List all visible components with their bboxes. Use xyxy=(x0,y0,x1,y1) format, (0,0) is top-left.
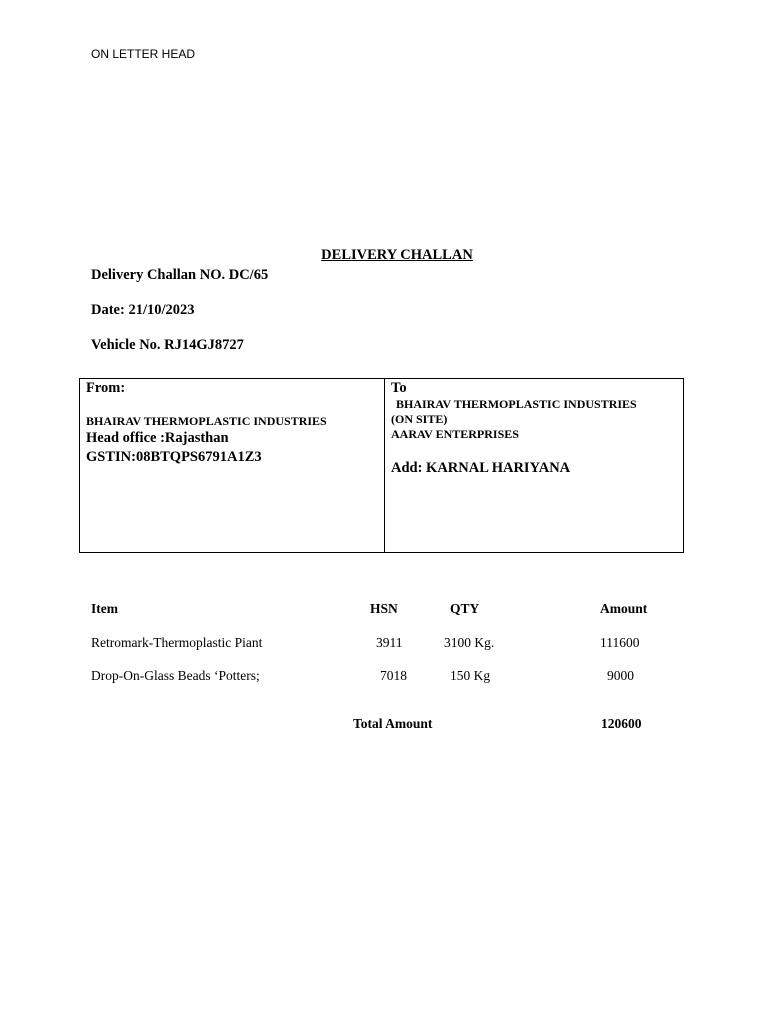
col-header-qty: QTY xyxy=(450,601,480,616)
to-consignee: AARAV ENTERPRISES xyxy=(391,427,519,441)
col-header-hsn: HSN xyxy=(370,601,398,616)
to-company: BHAIRAV THERMOPLASTIC INDUSTRIES xyxy=(396,397,637,411)
col-header-amount: Amount xyxy=(600,601,648,616)
row-2-amount: 9000 xyxy=(607,668,634,683)
total-label: Total Amount xyxy=(353,716,433,731)
row-2-item: Drop-On-Glass Beads ‘Potters; xyxy=(91,668,260,683)
challan-date: Date: 21/10/2023 xyxy=(91,302,195,318)
total-value: 120600 xyxy=(601,716,642,731)
row-2-hsn: 7018 xyxy=(380,668,407,683)
vehicle-number: Vehicle No. RJ14GJ8727 xyxy=(91,337,244,353)
row-1-item: Retromark-Thermoplastic Piant xyxy=(91,635,263,650)
row-1-qty: 3100 Kg. xyxy=(444,635,495,650)
to-address: Add: KARNAL HARIYANA xyxy=(391,460,571,476)
col-header-item: Item xyxy=(91,601,118,616)
from-heading: From: xyxy=(86,380,126,396)
letterhead-note: ON LETTER HEAD xyxy=(91,47,196,61)
from-head-office: Head office :Rajasthan xyxy=(86,430,229,446)
challan-number: Delivery Challan NO. DC/65 xyxy=(91,267,269,283)
row-1-amount: 111600 xyxy=(600,635,640,650)
row-1-hsn: 3911 xyxy=(376,635,403,650)
from-gstin: GSTIN:08BTQPS6791A1Z3 xyxy=(86,449,262,465)
document-title: DELIVERY CHALLAN xyxy=(321,247,473,263)
to-site: (ON SITE) xyxy=(391,412,448,426)
from-company: BHAIRAV THERMOPLASTIC INDUSTRIES xyxy=(86,414,327,428)
row-2-qty: 150 Kg xyxy=(450,668,491,683)
to-heading: To xyxy=(391,380,407,396)
